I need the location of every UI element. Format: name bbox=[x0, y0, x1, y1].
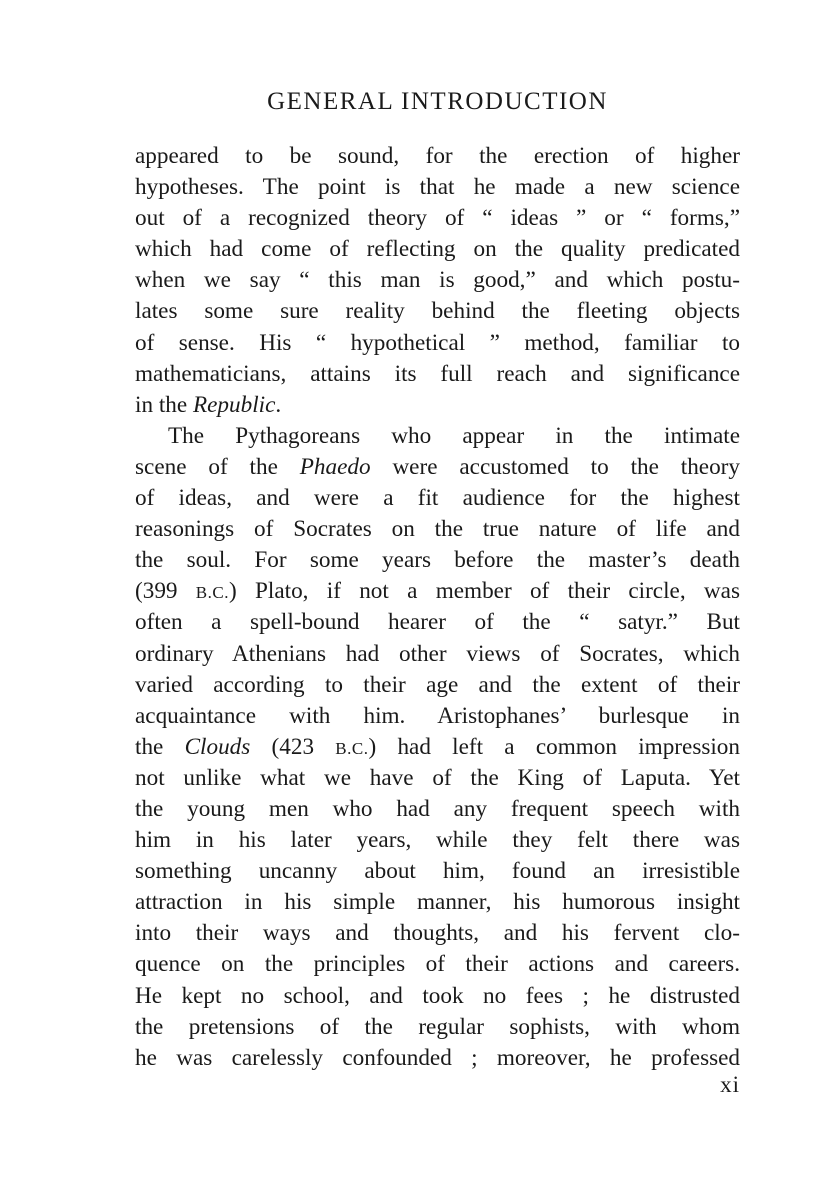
text-line: the young men who had any frequent speech with bbox=[135, 795, 740, 822]
text-line: The Pythagoreans who appear in the intimate bbox=[168, 422, 740, 449]
text-line: hypotheses. The point is that he made a new science bbox=[135, 174, 740, 201]
text-line: something uncanny about him, found an irresistible bbox=[135, 858, 740, 885]
text-line: into their ways and thoughts, and his fervent clo- bbox=[135, 920, 740, 947]
text-line: of sense. His “ hypothetical ” method, familiar to bbox=[135, 329, 740, 356]
text-line: the Clouds (423 B.C.) had left a common impression bbox=[135, 733, 740, 760]
text-line: varied according to their age and the extent of their bbox=[135, 671, 740, 698]
text-line: when we say “ this man is good,” and which postu- bbox=[135, 267, 740, 294]
text-line: not unlike what we have of the King of Laputa. Yet bbox=[135, 764, 740, 791]
text-line: mathematicians, attains its full reach and significance bbox=[135, 360, 740, 387]
text-line: ordinary Athenians had other views of Socrates, which bbox=[135, 640, 740, 667]
text-line: reasonings of Socrates on the true nature of life and bbox=[135, 516, 740, 543]
text-line: acquaintance with him. Aristophanes’ burlesque in bbox=[135, 702, 740, 729]
text-line: often a spell-bound hearer of the “ satyr.” But bbox=[135, 609, 740, 636]
paragraph bbox=[135, 141, 740, 421]
text-line: he was carelessly confounded ; moreover, he professed bbox=[135, 1044, 740, 1071]
text-line: attraction in his simple manner, his humorous insight bbox=[135, 889, 740, 916]
text-line: the soul. For some years before the master’s death bbox=[135, 547, 740, 574]
text-line: which had come of reflecting on the quality predicated bbox=[135, 236, 740, 263]
page-number: xi bbox=[720, 1072, 740, 1097]
text-line: appeared to be sound, for the erection of higher bbox=[135, 143, 740, 169]
text-line: lates some sure reality behind the fleeting objects bbox=[135, 298, 740, 325]
text-line: of ideas, and were a fit audience for the highest bbox=[135, 485, 740, 512]
text-line: He kept no school, and took no fees ; he distrusted bbox=[135, 982, 740, 1009]
text-line: out of a recognized theory of “ ideas ” or “ forms,” bbox=[135, 205, 740, 232]
text-line: scene of the Phaedo were accustomed to the theory bbox=[135, 453, 740, 480]
running-head: GENERAL INTRODUCTION bbox=[267, 88, 608, 115]
text-line: the pretensions of the regular sophists, with whom bbox=[135, 1013, 740, 1040]
text-line: him in his later years, while they felt there was bbox=[135, 827, 740, 854]
text-line: quence on the principles of their actions and careers. bbox=[135, 951, 740, 978]
text-line: in the Republic. bbox=[135, 391, 282, 418]
paragraph bbox=[135, 421, 740, 1074]
body-text bbox=[135, 141, 740, 1074]
text-line: (399 B.C.) Plato, if not a member of their circle, was bbox=[135, 578, 740, 605]
